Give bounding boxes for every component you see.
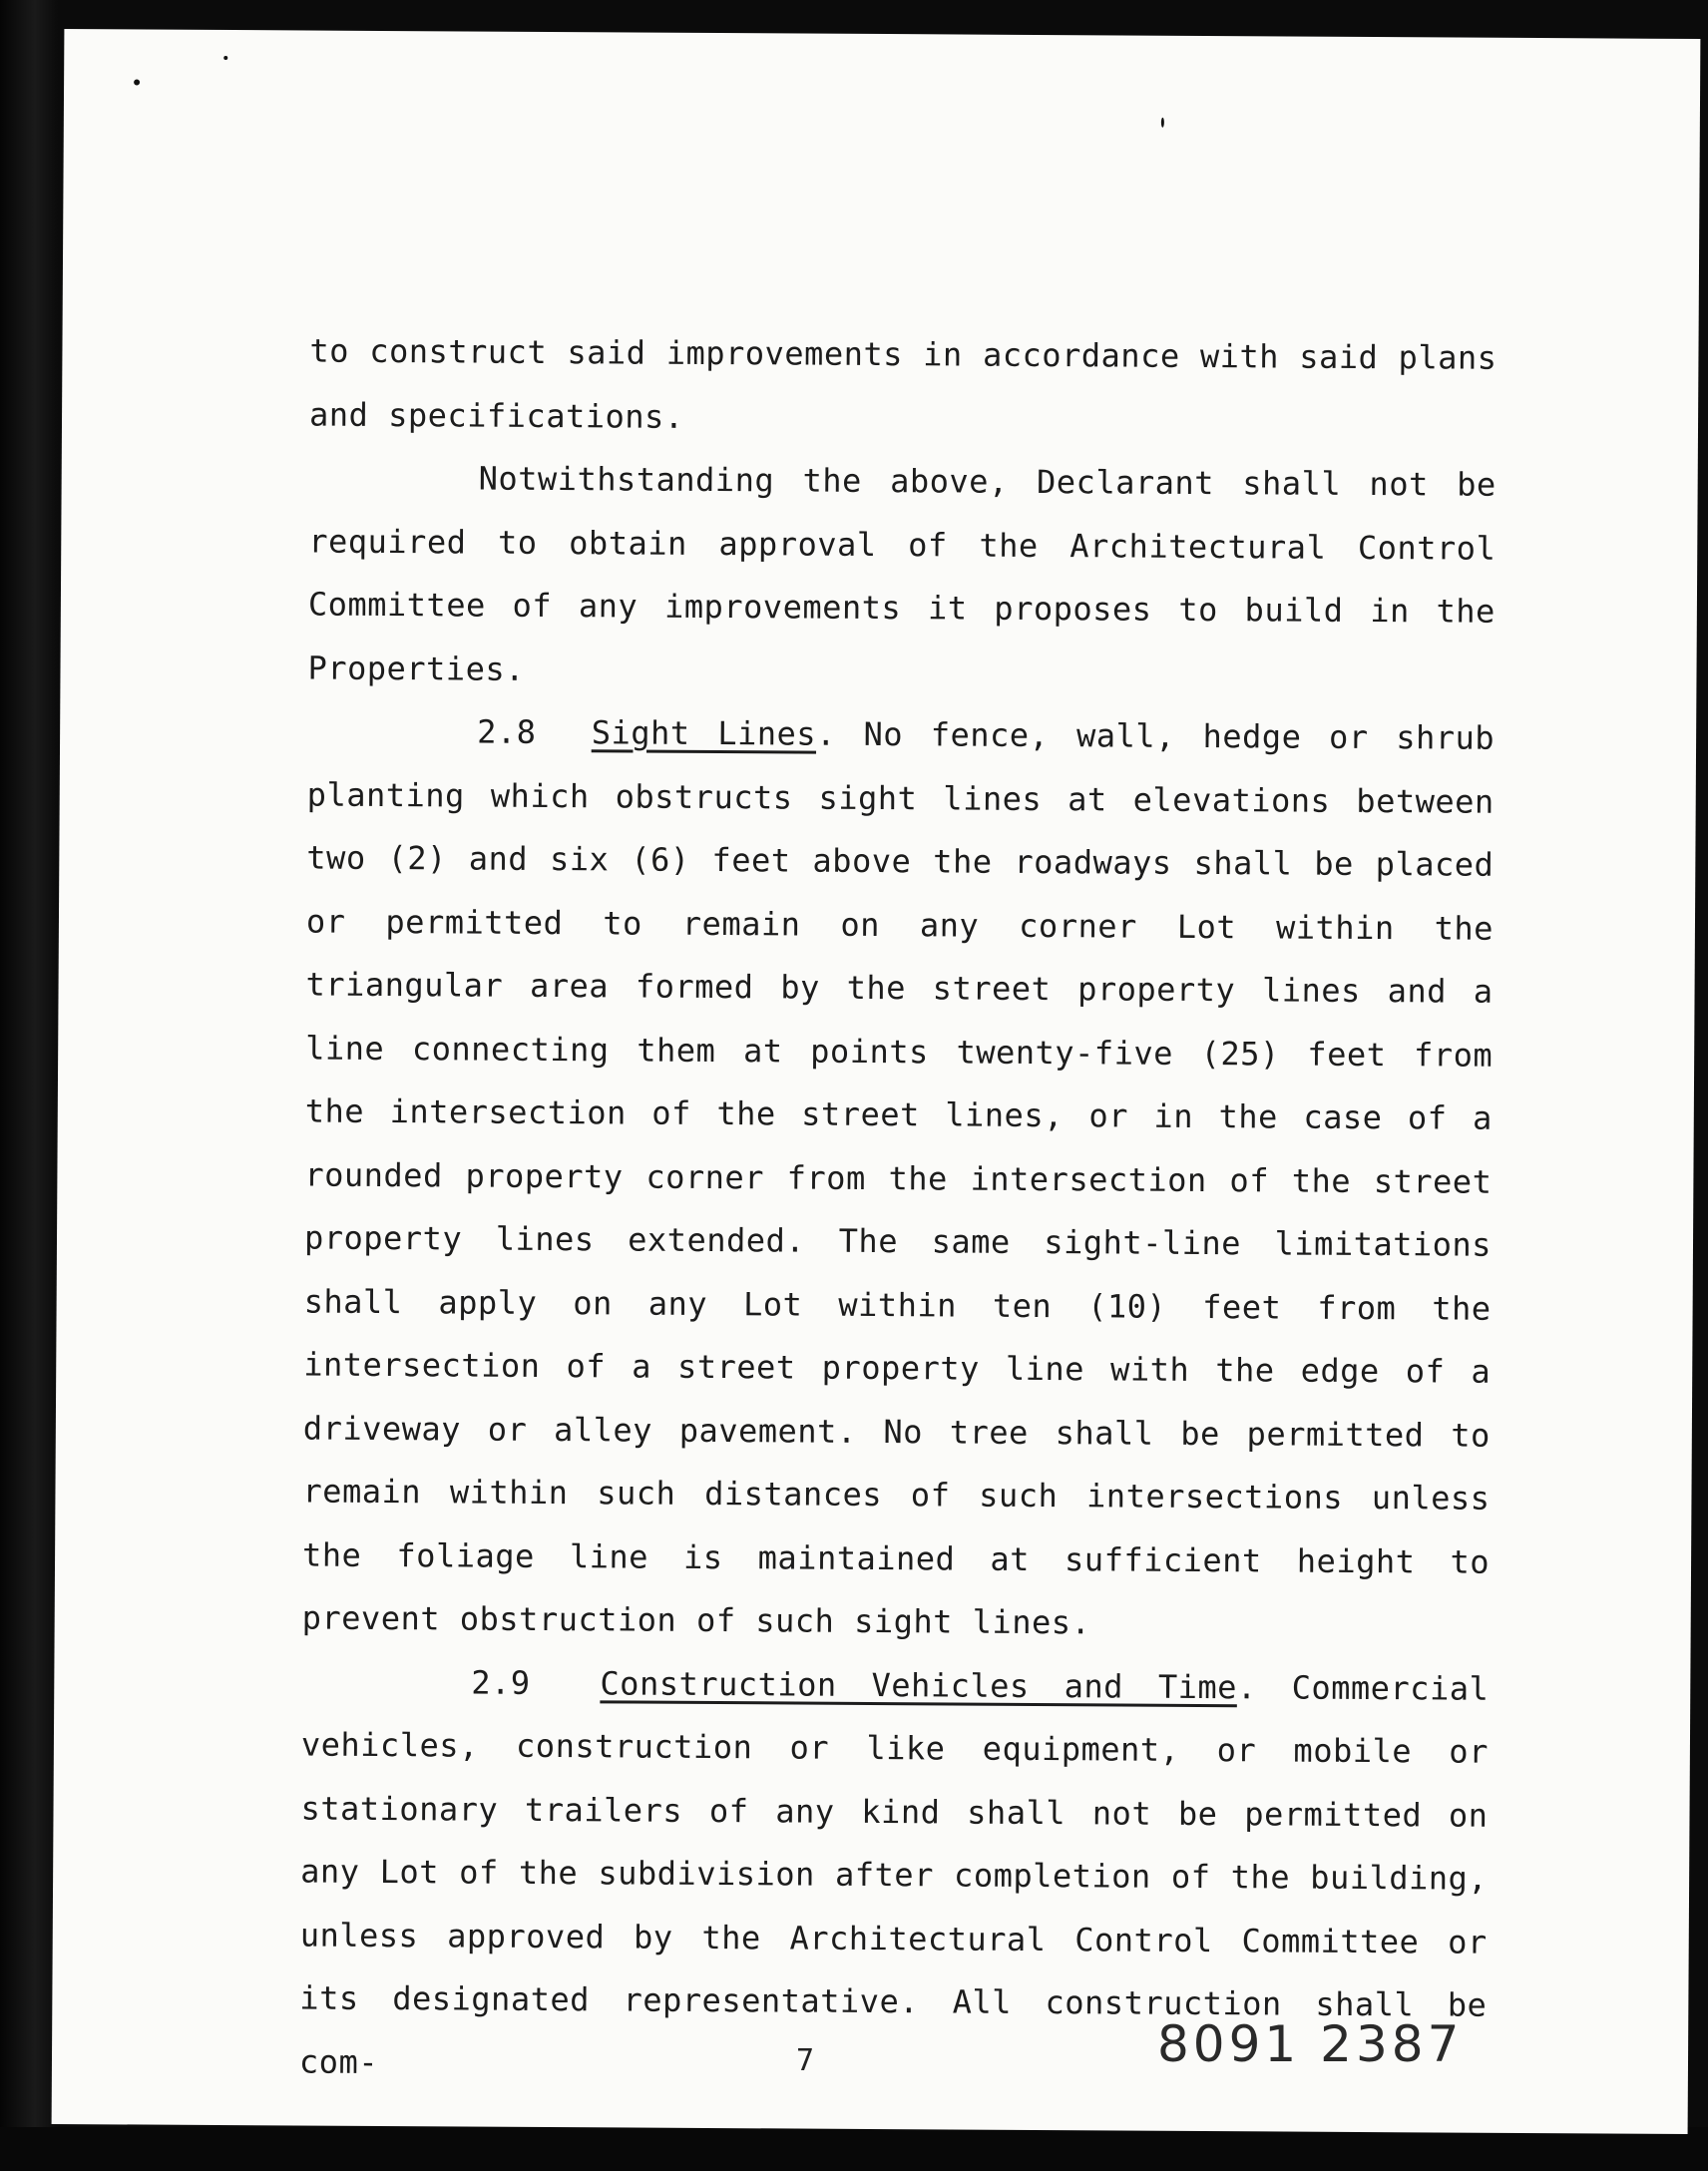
section-2-8-text: . No fence, wall, hedge or shrub planting which obstructs sight lines at elevations between two (2) and six (6) feet above the roadways shall be placed or permitted to remain on any corner Lot within the triangular area formed by the street property lines and a line connecting them at points twenty-five (25) feet from the intersection of the street lines, or in the case of a rounded property corner from the intersection of the street property lines extended. The same sight-line limitations shall apply on any Lot within ten (10) feet from the intersection of a street property line with the edge of a driveway or alley pavement. No tree shall be permitted to remain within such distances of such intersections unless the foliage line is maintained at sufficient height to prevent obstruction of such sight lines. [301,714,1495,1642]
notwithstanding-paragraph: Notwithstanding the above, Declarant shall not be required to obtain approval of the Architectural Control Committee of any improvements it proposes to build in the Properties. [307,459,1496,688]
section-2-8-number: 2.8 [477,712,537,751]
scan-speck [1161,118,1164,128]
scan-speck [134,79,140,85]
page-number: 7 [796,2043,815,2078]
scan-speck [223,56,227,60]
section-2-9-title: Construction Vehicles and Time [600,1663,1238,1706]
section-2-9-number: 2.9 [471,1663,531,1702]
record-number: 8091 2387 [1157,2015,1464,2073]
scan-border-bottom [0,2127,1708,2171]
opening-paragraph: to construct said improvements in accordance with said plans and specifications. [308,331,1497,436]
document-page [52,29,1701,2134]
scan-border-left [0,0,58,2171]
section-2-9-text: . Commercial vehicles, construction or like equipment, or mobile or stationary trailers of any kind shall not be permitted on any Lot of the subdivision after completion of the building, unless approved by the Architectural Control Committee or its designated representative. All construction shall be com- [298,1667,1490,2081]
section-2-8-title: Sight Lines [591,713,817,753]
document-body [299,320,1497,2101]
section-2-8-paragraph [302,700,1495,1658]
